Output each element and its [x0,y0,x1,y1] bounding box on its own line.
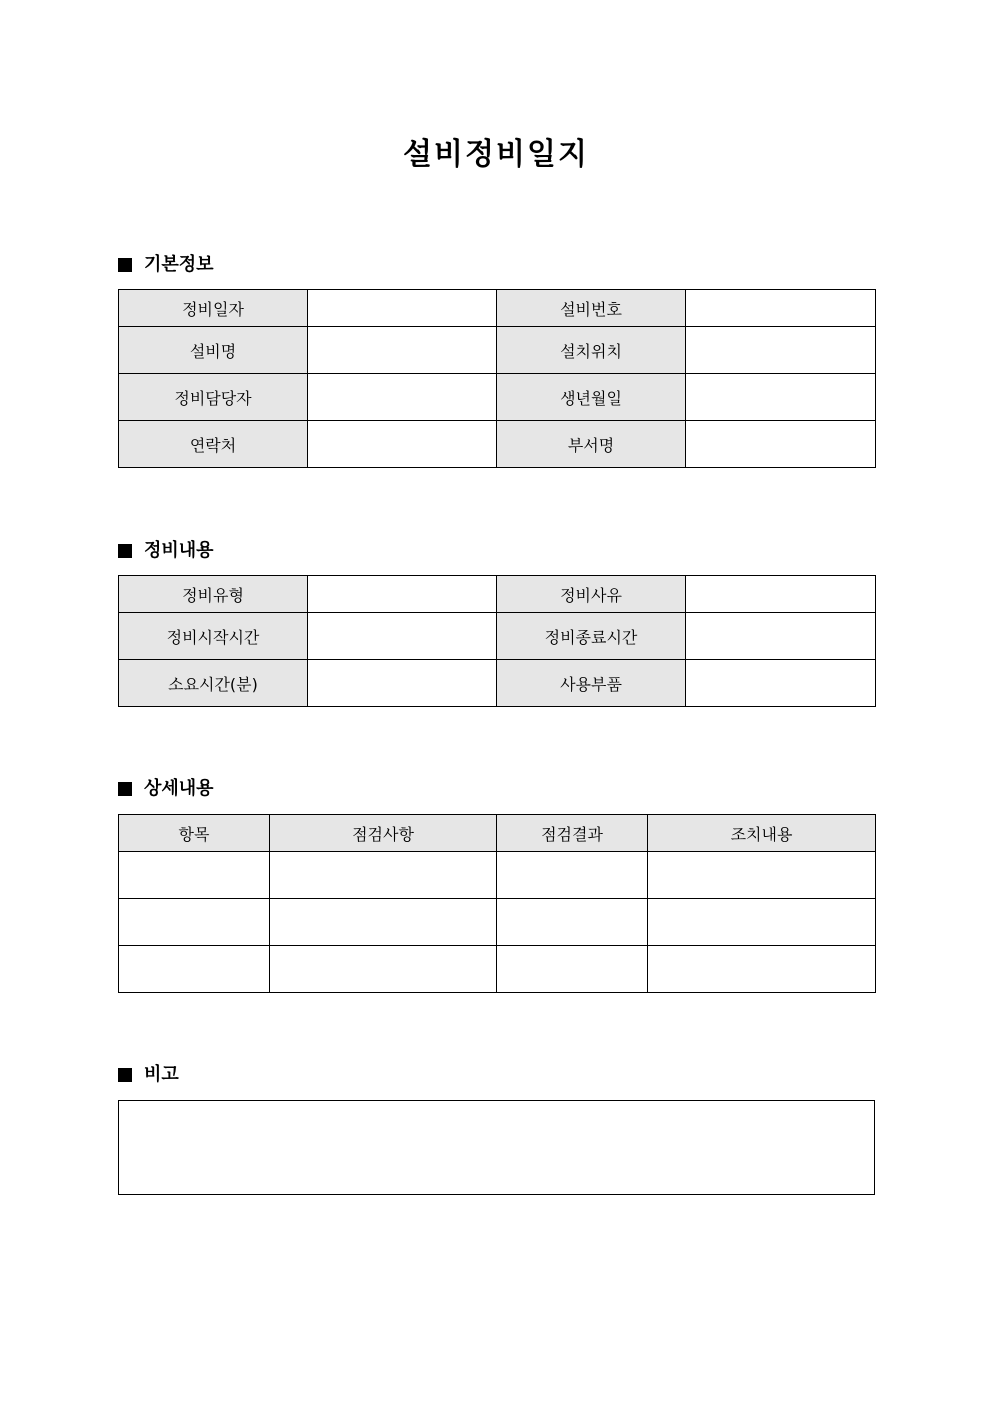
label-parts-used: 사용부품 [497,660,686,707]
label-birth-date: 생년월일 [497,374,686,421]
table-header-row [119,815,876,852]
square-bullet-icon [118,1068,132,1082]
birth-date-field[interactable] [686,374,876,421]
detail-action-cell[interactable] [648,852,876,899]
section-heading-content-label: 정비내용 [144,540,214,561]
detail-action-cell[interactable] [648,946,876,993]
table-row [119,327,876,374]
table-row [119,576,876,613]
label-equipment-name: 설비명 [119,327,308,374]
square-bullet-icon [118,258,132,272]
section-heading-remarks [118,1063,179,1087]
basic-info-table [118,289,876,468]
section-heading-basic-label: 기본정보 [144,254,214,275]
label-maintenance-reason: 정비사유 [497,576,686,613]
maintenance-reason-field[interactable] [686,576,876,613]
detail-action-cell[interactable] [648,899,876,946]
square-bullet-icon [118,544,132,558]
contact-field[interactable] [308,421,497,468]
table-row [119,899,876,946]
maintenance-content-table [118,575,876,707]
department-field[interactable] [686,421,876,468]
detail-inspection-cell[interactable] [270,899,497,946]
label-technician: 정비담당자 [119,374,308,421]
label-equipment-number: 설비번호 [497,290,686,327]
label-install-location: 설치위치 [497,327,686,374]
column-header-item: 항목 [119,815,270,852]
detail-item-cell[interactable] [119,946,270,993]
parts-used-field[interactable] [686,660,876,707]
section-heading-detail-label: 상세내용 [144,778,214,799]
remarks-field[interactable] [118,1100,875,1195]
end-time-field[interactable] [686,613,876,660]
label-contact: 연락처 [119,421,308,468]
column-header-inspection: 점검사항 [270,815,497,852]
detail-item-cell[interactable] [119,852,270,899]
equipment-name-field[interactable] [308,327,497,374]
detail-result-cell[interactable] [497,946,648,993]
column-header-result: 점검결과 [497,815,648,852]
maintenance-date-field[interactable] [308,290,497,327]
table-row [119,421,876,468]
section-heading-content [118,539,214,563]
detail-result-cell[interactable] [497,852,648,899]
detail-inspection-cell[interactable] [270,852,497,899]
section-heading-detail [118,777,214,801]
table-row [119,613,876,660]
table-row [119,374,876,421]
label-maintenance-type: 정비유형 [119,576,308,613]
table-row [119,660,876,707]
detail-inspection-cell[interactable] [270,946,497,993]
technician-field[interactable] [308,374,497,421]
detail-table [118,814,876,993]
equipment-number-field[interactable] [686,290,876,327]
install-location-field[interactable] [686,327,876,374]
label-department: 부서명 [497,421,686,468]
square-bullet-icon [118,782,132,796]
section-heading-basic [118,253,214,277]
label-maintenance-date: 정비일자 [119,290,308,327]
table-row [119,290,876,327]
page-title: 설비정비일지 [403,137,589,172]
detail-result-cell[interactable] [497,899,648,946]
detail-item-cell[interactable] [119,899,270,946]
column-header-action: 조치내용 [648,815,876,852]
table-row [119,946,876,993]
duration-field[interactable] [308,660,497,707]
label-start-time: 정비시작시간 [119,613,308,660]
table-row [119,852,876,899]
label-end-time: 정비종료시간 [497,613,686,660]
label-duration: 소요시간(분) [119,660,308,707]
maintenance-type-field[interactable] [308,576,497,613]
start-time-field[interactable] [308,613,497,660]
section-heading-remarks-label: 비고 [144,1064,179,1085]
